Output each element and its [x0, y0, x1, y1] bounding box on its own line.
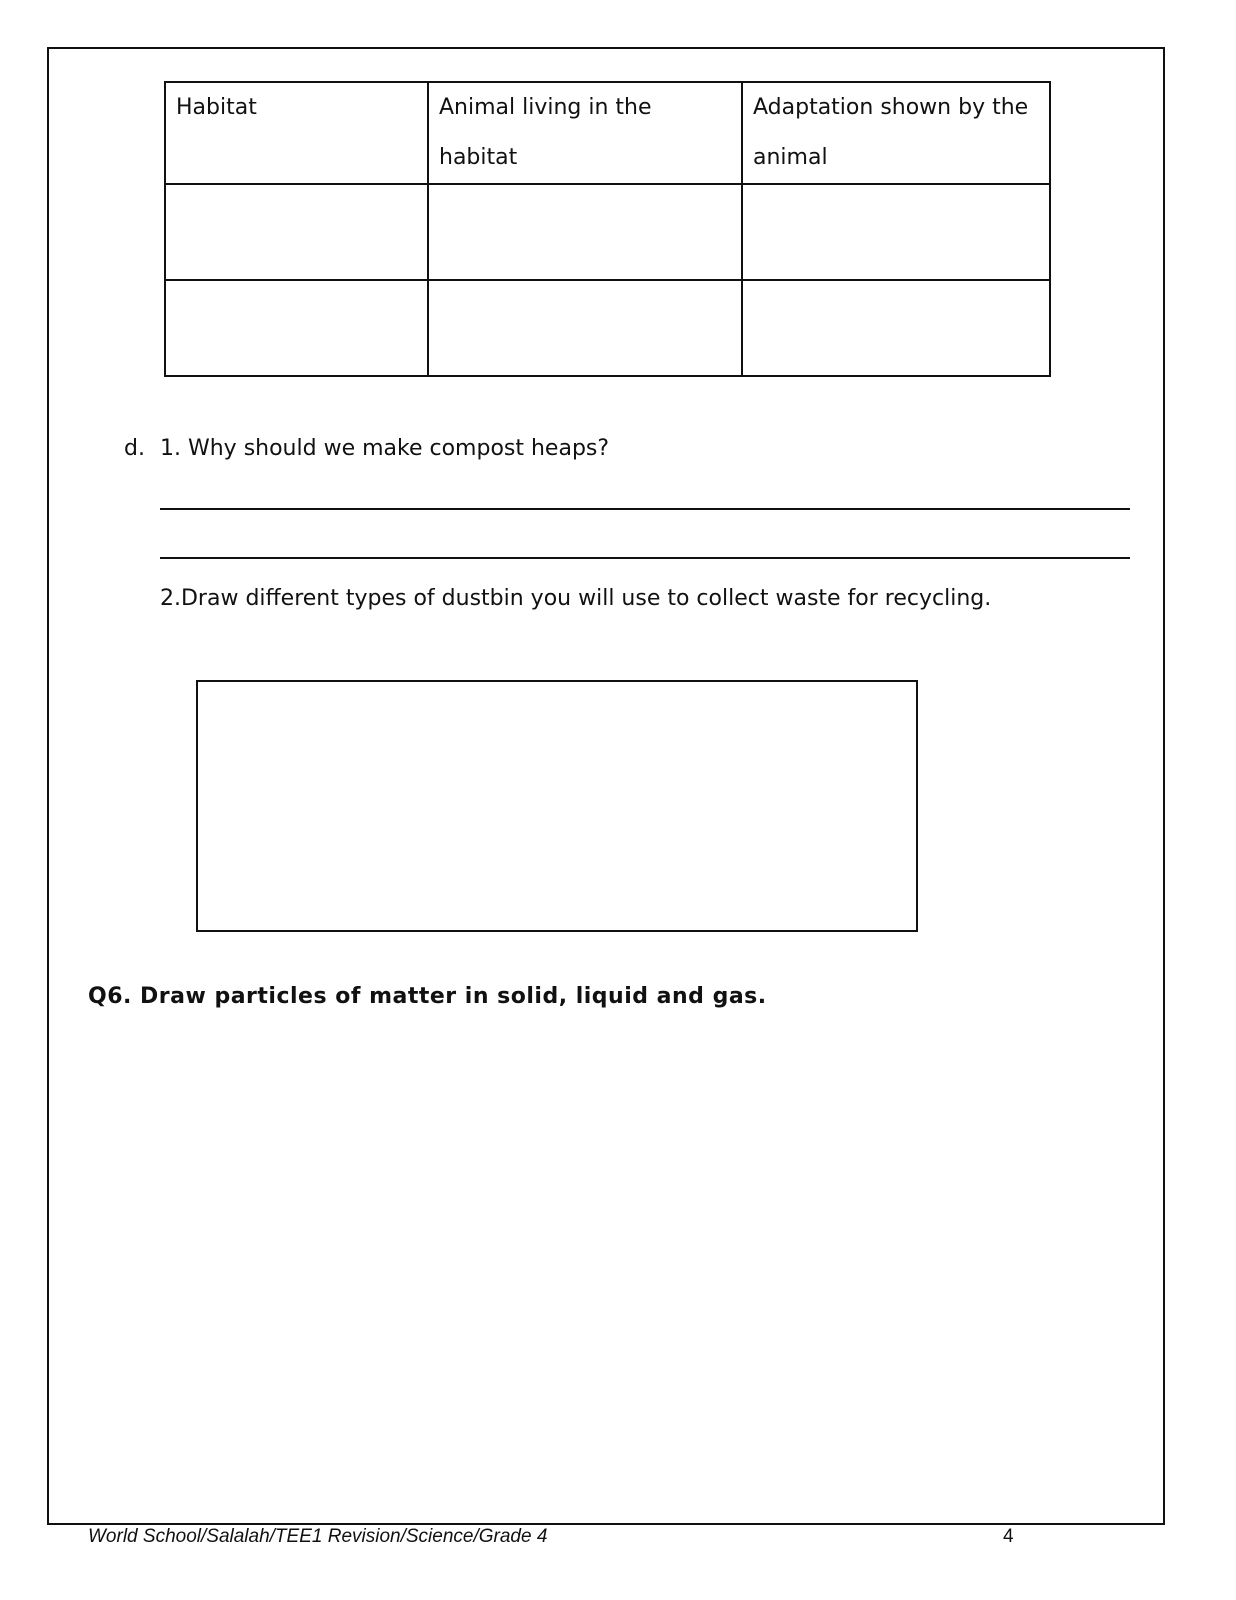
table-cell[interactable]	[165, 184, 428, 280]
table-row	[165, 280, 1050, 376]
page-number: 4	[1003, 1526, 1014, 1547]
table-cell[interactable]	[742, 184, 1050, 280]
footer-text: World School/Salalah/TEE1 Revision/Science/Grade 4	[88, 1526, 548, 1547]
question-d2-text: 2.Draw different types of dustbin you will use to collect waste for recycling.	[160, 586, 992, 611]
table-cell[interactable]	[165, 280, 428, 376]
header-adaptation: Adaptation shown by the animal	[742, 82, 1050, 184]
table-header-row	[165, 82, 1050, 184]
table-cell[interactable]	[428, 280, 742, 376]
table-row	[165, 184, 1050, 280]
question-d1-text: 1. Why should we make compost heaps?	[160, 436, 610, 461]
question-d-label: d.	[124, 436, 145, 461]
header-habitat: Habitat	[165, 82, 428, 184]
answer-line[interactable]	[160, 557, 1130, 559]
table-cell[interactable]	[428, 184, 742, 280]
table-cell[interactable]	[742, 280, 1050, 376]
question-6-text: Q6. Draw particles of matter in solid, liquid and gas.	[88, 984, 767, 1009]
header-animal: Animal living in the habitat	[428, 82, 742, 184]
habitat-table	[164, 81, 1051, 377]
dustbin-drawing-box[interactable]	[196, 680, 918, 932]
answer-line[interactable]	[160, 508, 1130, 510]
